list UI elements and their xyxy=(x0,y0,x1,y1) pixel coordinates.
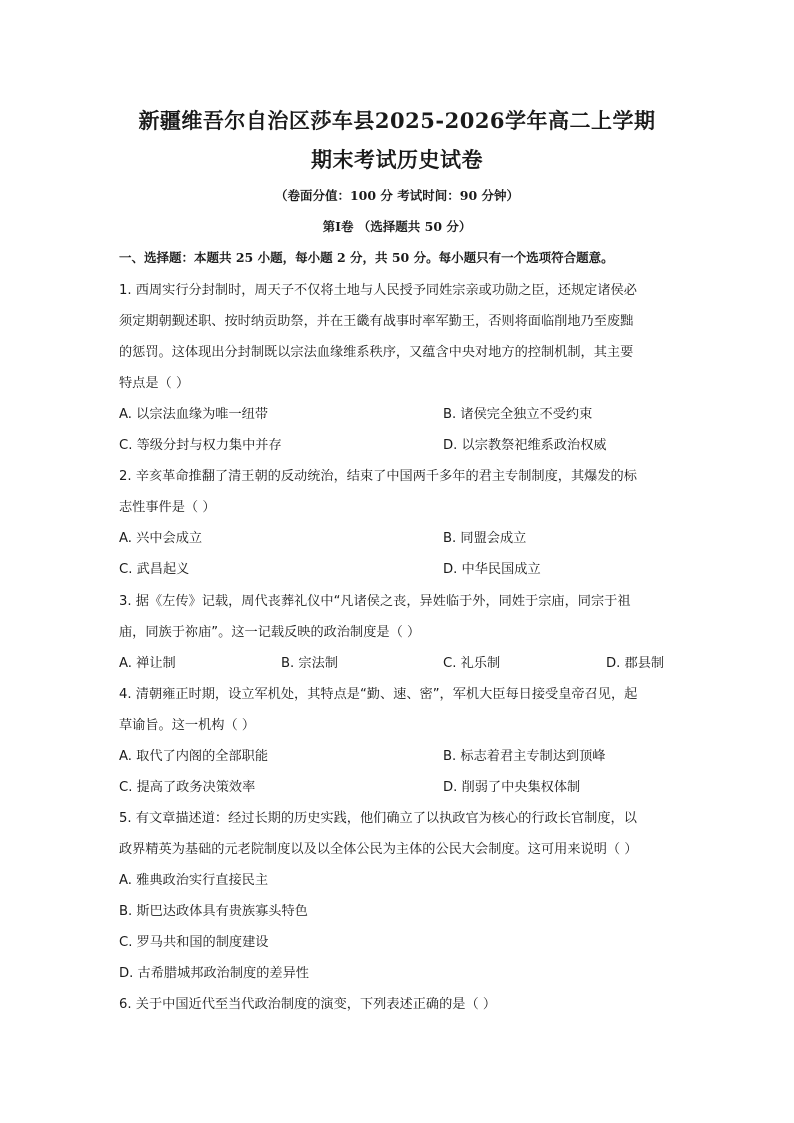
option-a: A. 雅典政治实行直接民主 xyxy=(119,873,269,888)
question-text-line: 须定期朝觐述职、按时纳贡助祭，并在王畿有战事时率军勤王，否则将面临削地乃至废黜 xyxy=(119,314,634,329)
question-text-line: 3. 据《左传》记载，周代丧葬礼仪中“凡诸侯之丧，异姓临于外，同姓于宗庙，同宗于祖 xyxy=(119,594,631,609)
question-text-line: 特点是（ ） xyxy=(119,376,190,391)
question-text-line: 6. 关于中国近代至当代政治制度的演变，下列表述正确的是（ ） xyxy=(119,997,497,1012)
option-c: C. 罗马共和国的制度建设 xyxy=(119,935,269,950)
option-d: D. 中华民国成立 xyxy=(443,562,541,577)
option-b: B. 宗法制 xyxy=(281,656,338,671)
option-a: A. 以宗法血缘为唯一纽带 xyxy=(119,407,269,422)
exam-part-heading: 第Ⅰ卷 （选择题共 50 分） xyxy=(322,219,472,234)
option-a: A. 兴中会成立 xyxy=(119,531,203,546)
option-d: D. 削弱了中央集权体制 xyxy=(443,780,581,795)
exam-title-line1: 新疆维吾尔自治区莎车县2025-2026学年高二上学期 xyxy=(138,108,656,133)
option-c: C. 武昌起义 xyxy=(119,562,190,577)
option-b: B. 同盟会成立 xyxy=(443,531,527,546)
question-text-line: 1. 西周实行分封制时，周天子不仅将土地与人民授予同姓宗亲或功勋之臣，还规定诸侯必 xyxy=(119,283,637,298)
option-a: A. 禅让制 xyxy=(119,656,176,671)
option-b: B. 诸侯完全独立不受约束 xyxy=(443,407,593,422)
question-text-line: 2. 辛亥革命推翻了清王朝的反动统治，结束了中国两千多年的君主专制制度，其爆发的标 xyxy=(119,469,637,484)
section-instructions: 一、选择题：本题共 25 小题，每小题 2 分，共 50 分。每小题只有一个选项符合题意。 xyxy=(119,250,614,265)
exam-meta: （卷面分值：100 分 考试时间：90 分钟） xyxy=(274,188,520,203)
option-c: C. 提高了政务决策效率 xyxy=(119,780,256,795)
question-text-line: 志性事件是（ ） xyxy=(119,500,216,515)
option-b: B. 斯巴达政体具有贵族寡头特色 xyxy=(119,904,308,919)
question-text-line: 4. 清朝雍正时期，设立军机处，其特点是“勤、速、密”，军机大臣每日接受皇帝召见，起 xyxy=(119,687,638,702)
option-c: C. 等级分封与权力集中并存 xyxy=(119,438,282,453)
option-d: D. 郡县制 xyxy=(606,656,665,671)
question-text-line: 草谕旨。这一机构（ ） xyxy=(119,718,256,733)
option-d: D. 古希腊城邦政治制度的差异性 xyxy=(119,966,309,981)
question-text-line: 庙，同族于祢庙”。这一记载反映的政治制度是（ ） xyxy=(119,625,421,640)
option-a: A. 取代了内阁的全部职能 xyxy=(119,749,269,764)
question-text-line: 的惩罚。这体现出分封制既以宗法血缘维系秩序，又蕴含中央对地方的控制机制，其主要 xyxy=(119,345,634,360)
option-c: C. 礼乐制 xyxy=(443,656,501,671)
exam-title-line2: 期末考试历史试卷 xyxy=(311,147,483,172)
question-text-line: 政界精英为基础的元老院制度以及以全体公民为主体的公民大会制度。这可用来说明（ ） xyxy=(119,842,638,857)
question-text-line: 5. 有文章描述道：经过长期的历史实践，他们确立了以执政官为核心的行政长官制度，以 xyxy=(119,811,637,826)
option-d: D. 以宗教祭祀维系政治权威 xyxy=(443,438,607,453)
option-b: B. 标志着君主专制达到顶峰 xyxy=(443,749,606,764)
